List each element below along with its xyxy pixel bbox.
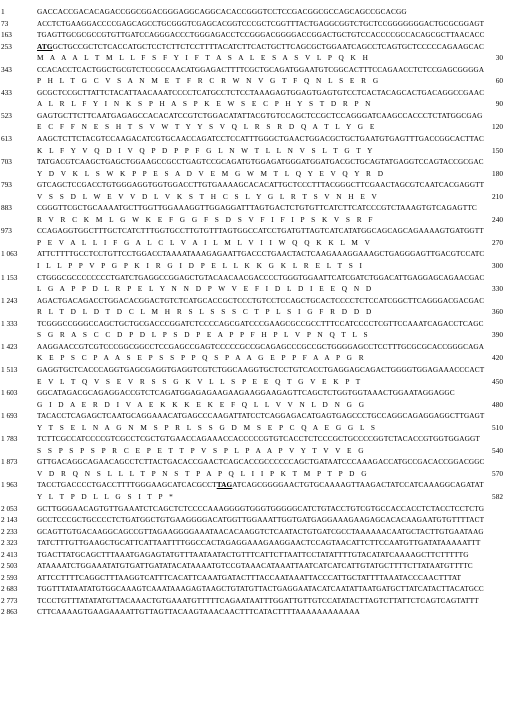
amino-acid-sequence — [37, 352, 365, 364]
sequence-text: L G A P P D L R P E L Y N N D P W V E F I D L D I E E Q N D — [37, 284, 373, 294]
amino-acid-sequence — [37, 52, 369, 64]
position-number: 2 683 — [1, 584, 18, 594]
position-number: 73 — [1, 18, 9, 28]
sequence-text: Y T S E L N A G N M S P R L S S G D M S E P C Q A E G G L S — [37, 422, 377, 432]
nucleotide-row — [0, 133, 506, 145]
position-number: 2 233 — [1, 526, 18, 536]
nucleotide-sequence — [37, 526, 484, 538]
nucleotide-sequence — [37, 295, 484, 307]
sequence-text: K L F Y V Q D I V Q P D P P F G L N W T L L N V S L T G T Y — [37, 145, 374, 155]
sequence-text: TACCTGACCCCTGACCTTTTGGGAAGCATCACGCCT — [37, 480, 217, 490]
amino-acid-row — [0, 214, 506, 226]
nucleotide-sequence — [37, 29, 484, 41]
nucleotide-row — [0, 272, 506, 284]
amino-acid-row — [0, 399, 506, 411]
nucleotide-sequence — [37, 595, 479, 607]
position-number: 1 513 — [1, 364, 18, 374]
amino-acid-sequence — [37, 306, 372, 318]
amino-acid-row — [0, 237, 506, 249]
position-number: 2 503 — [1, 561, 18, 571]
position-number: 1 423 — [1, 341, 18, 351]
sequence-text: GTCAGCTCCGACCTGTGGGAGGTGGTGGACCTTGTGAAAAGCACACATTGCTCCCTTTACGGGCTTCGAACTAGCGTCAATCACGAGGTT — [37, 180, 485, 190]
amino-acid-row — [0, 352, 506, 364]
nucleotide-sequence — [37, 6, 407, 18]
nucleotide-row — [0, 606, 506, 618]
amino-acid-sequence — [37, 283, 372, 295]
position-number: 2 863 — [1, 607, 18, 617]
sequence-text: TCTTCGCCATCCCCGTCGCCTCGCTGTGAACCAGAAACCACCCCCGTGTCACCTCTCCCGCTGCCCCGGTCTACACCGTGGTGGAGGT — [37, 434, 480, 444]
nucleotide-sequence — [37, 133, 484, 145]
nucleotide-sequence — [37, 549, 469, 561]
sequence-text: V D R Q N S L L L T P N S T P A P Q L I I P K T M P T P D G — [37, 468, 368, 478]
sequence-text: TACACCTCAGAGCTCAATGCAGGAAACATGAGCCCAAGATTATCCTCAGGAGACATGAGTGAGCCCTGCCAGGCAGAGGAGGCTTGAGT — [37, 411, 485, 421]
amino-acid-sequence — [37, 376, 361, 388]
nucleotide-row — [0, 202, 506, 214]
residue-count: 570 — [492, 468, 503, 478]
amino-acid-sequence — [37, 468, 368, 480]
nucleotide-row — [0, 6, 506, 18]
nucleotide-row — [0, 41, 506, 53]
position-number: 1 873 — [1, 457, 18, 467]
amino-acid-row — [0, 306, 506, 318]
sequence-text: GCGCTCCGCTTATTCTACATTAACAAATCCCCTCATGCCTCTCCTAAAGAGTGGAGTGAGTGTCCTCACTACAGCACTGACAGGCCGAAC — [37, 87, 485, 97]
nucleotide-row — [0, 526, 506, 538]
amino-acid-row — [0, 445, 506, 457]
sequence-text: GGCATAGACGCAGAGGACCGTCTCAGATGGAGAGAAGAAGAAGGAAGAGTTCAGCTCTGGTGGTAAACTGGAATAGGAGGC — [37, 388, 455, 398]
sequence-text: TGAGTTGCGCGCCGTGTTGATCCAGGGACCCTGGGAGACCTCCGGGACGGGGACCGGACTGCTGTCCACCCCGCCACAGCGCTTAACACC — [37, 30, 485, 40]
codon-highlight: TAG — [216, 480, 233, 490]
residue-count: 300 — [492, 261, 503, 271]
nucleotide-row — [0, 248, 506, 260]
sequence-text: TCCCTGTTTATATATGTTACAAACTGTGAAATGTTTTTCAGAATAATTTGGATTGTTGTCCATATACTTAGTCTTATTCTCAGTCAGTATTT — [37, 595, 479, 605]
amino-acid-row — [0, 168, 506, 180]
nucleotide-sequence — [37, 87, 484, 99]
amino-acid-sequence — [37, 260, 363, 272]
amino-acid-row — [0, 98, 506, 110]
nucleotide-row — [0, 341, 506, 353]
residue-count: 150 — [492, 145, 503, 155]
position-number: 1 243 — [1, 295, 18, 305]
position-number: 1 693 — [1, 411, 18, 421]
nucleotide-sequence — [37, 272, 484, 284]
amino-acid-row — [0, 422, 506, 434]
position-number: 523 — [1, 110, 12, 120]
amino-acid-row — [0, 376, 506, 388]
sequence-text: A L R L F Y I N K S P H A S P K E W S E C P H Y S T D R P N — [37, 99, 372, 109]
position-number: 253 — [1, 41, 12, 51]
sequence-text: E C F F N E S H T S V W T Y Y S V Q L R S R D Q A T L Y G E — [37, 122, 376, 132]
nucleotide-sequence — [37, 225, 484, 237]
amino-acid-sequence — [37, 98, 371, 110]
sequence-text: TATGACGTCAAGCTGAGCTGGAAGCCGCCTGAGTCCGCAGATGTGGAGATGGGATGGATGACGCTGCAGTATGAGGTCCAGTACCGCGAC — [37, 157, 484, 167]
amino-acid-row — [0, 260, 506, 272]
nucleotide-row — [0, 537, 506, 549]
amino-acid-row — [0, 121, 506, 133]
residue-count: 30 — [495, 53, 503, 63]
nucleotide-row — [0, 479, 506, 491]
amino-acid-row — [0, 145, 506, 157]
nucleotide-sequence — [37, 479, 484, 491]
amino-acid-row — [0, 75, 506, 87]
nucleotide-sequence — [37, 514, 484, 526]
position-number: 433 — [1, 87, 12, 97]
position-number: 2 323 — [1, 538, 18, 548]
nucleotide-row — [0, 295, 506, 307]
position-number: 1 153 — [1, 272, 18, 282]
nucleotide-row — [0, 110, 506, 122]
position-number: 1 063 — [1, 249, 18, 259]
position-number: 163 — [1, 30, 12, 40]
sequence-text: ACCTCTGAAGGACCCCGAGCAGCCTGCGGGTCGAGCACGGTCCCGCTCGGTTTACTGAGGCGGTCTGCTCCGGGGGGGACTGCGCGGAGT — [37, 18, 485, 28]
sequence-text: TGACTTATGCAGCTTTAAATGAGAGTATGTTTAATAATACTGTTTCATTCTTAATTCCTATATTTTGTACATATCAAAAGCTTCTTTTTG — [37, 549, 469, 559]
amino-acid-sequence — [37, 168, 384, 180]
amino-acid-row — [0, 52, 506, 64]
amino-acid-sequence — [37, 445, 365, 457]
amino-acid-sequence — [37, 214, 374, 226]
sequence-text: K E P S C P A A S E P S S P P Q S P A A G E P P F A A P G R — [37, 353, 365, 363]
nucleotide-row — [0, 179, 506, 191]
sequence-text: AAGCTCTTCTACGTCCAAGACATCGTGCAACCAGATCCTCCATTTGGGCTGAACTGGACGCTGCTGAATGTGAGTTTGACCGGCACTTAC — [37, 134, 484, 144]
amino-acid-sequence — [37, 422, 376, 434]
sequence-text: TGGTTTATAATATGTGGCAAAGTCAAATAAAGAGTAAGCTGTATGTTACTGAGGAATACATCAATATTAATGATGCTTATCATACTTACATGCC — [37, 584, 484, 594]
nucleotide-sequence — [37, 64, 484, 76]
amino-acid-row — [0, 191, 506, 203]
nucleotide-row — [0, 410, 506, 422]
sequence-text: I L L P P V P G P K I R G I D P E L L K K G K L R E L T S I — [37, 261, 364, 271]
position-number: 793 — [1, 180, 12, 190]
sequence-text: M A A A L T M L L F S F Y I F T A S A L E S A S V L P Q K H — [37, 53, 369, 63]
position-number: 1 783 — [1, 434, 18, 444]
nucleotide-row — [0, 156, 506, 168]
amino-acid-sequence — [37, 191, 378, 203]
position-number: 2 593 — [1, 572, 18, 582]
residue-count: 60 — [495, 76, 503, 86]
sequence-text: ATTCCTTTTCAGGCTTTAAGGTCATTTCACATTCAAATGATACTTTACCAATAAATTACCCATTGCTATTTTAAATACCCAACTTTAT — [37, 572, 462, 582]
nucleotide-row — [0, 225, 506, 237]
residue-count: 330 — [492, 284, 503, 294]
position-number: 2 413 — [1, 549, 18, 559]
sequence-text: AAGGAACCGTCGTCCCGGCGGCCTCCGAGCCGAGTCCCCCGCCGCAGAGCCCGCCGCTGGGGAGCCTCCTTTGCGCGCACCGGGCAGA — [37, 341, 485, 351]
nucleotide-sequence — [37, 110, 483, 122]
sequence-text: S S P S P S P R C E P E T T P V S P L P A A P V Y T V V E G — [37, 445, 365, 455]
position-number: 883 — [1, 203, 12, 213]
sequence-text: AGACTGACAGACCTGGACACGGACTGTCTCATGCACCGCTCCCTGTCCTCCAGCTGCACTCCCCTCTCCATCGGCTTCAGGGACGACGAC — [37, 295, 485, 305]
amino-acid-sequence — [37, 75, 379, 87]
residue-count: 270 — [492, 237, 503, 247]
position-number: 2 143 — [1, 515, 18, 525]
position-number: 1 333 — [1, 318, 18, 328]
residue-count: 480 — [492, 399, 503, 409]
sequence-text: GAGTGCTTCTTCAATGAGAGCCACACATCCGTCTGGACATATTACGTGTCCAGCTCCGCTCCAGGGATCAAGCCACCCTCTATGGCGAG — [37, 110, 483, 120]
sequence-text: P H L T G C V S A N M E T F R C R W N V G T F Q N L S E R G — [37, 76, 380, 86]
nucleotide-sequence — [37, 456, 484, 468]
nucleotide-row — [0, 387, 506, 399]
residue-count: 390 — [492, 330, 503, 340]
amino-acid-sequence — [37, 491, 174, 503]
amino-acid-sequence — [37, 329, 369, 341]
sequence-text: R L T D L D T D C L M H R S L S S S C T P L S I G F R D D D — [37, 307, 373, 317]
nucleotide-row — [0, 572, 506, 584]
sequence-text: Y L T P D L L G S I T P * — [37, 491, 174, 501]
nucleotide-sequence — [37, 318, 484, 330]
sequence-text-after-codon: ATCAGCGGGGAACTGTGCAAAAGTTAAGACTATCCATCAAAGGCAGATAT — [232, 480, 484, 490]
amino-acid-row — [0, 329, 506, 341]
nucleotide-sequence — [37, 433, 480, 445]
nucleotide-sequence — [37, 248, 484, 260]
sequence-text: Y D V K L S W K P P E S A D V E M G W M T L Q Y E V Q Y R D — [37, 168, 385, 178]
residue-count: 582 — [492, 491, 503, 501]
sequence-text: R V R C K M L G W K E F G G F S D S V F I F I P S K V S R F — [37, 214, 374, 224]
sequence-text: ATTCTTTTGCCTCCTGTTCCTGGACCTAAAATAAAGAGAATTGACCCTGAACTACTCAAGAAAGGAAAGCTGAGGGAGTTGACGTCCATC — [37, 249, 485, 259]
position-number: 703 — [1, 157, 12, 167]
sequence-text: TCGGGCCGGGCCAGCTGCTGCGACCCGGATCTCCCCAGCGATCCCGAAGCGCCGCCTTTCCATCCCCTCGTTCCAAATCAGACCTCAGC — [37, 318, 484, 328]
sequence-text: GTTGACAGGCAGAACAGCCTCTTACTGACACCGAACTCAGCACCGCCCCCCAGCTGATAATCCCAAAGACCATGCCGACACCGGACGGC — [37, 457, 485, 467]
nucleotide-row — [0, 503, 506, 515]
nucleotide-row — [0, 318, 506, 330]
sequence-text: GAGGTGCTCACCCAGGTGAGCGAGGTGAGGTCGTCTGGCAAGGTGCTCCTGTCACCTGAGGAGCAGACTGGGGTGGAGAAACCCACT — [37, 364, 485, 374]
sequence-text: GCCTCCCGCTGCCCCTCTGATGGCTGTGAAGGGGACATGGTTGGAAATTGGTGATGAGGAAAGAAGAGCACACAAGAATGTGTTTTACT — [37, 515, 485, 525]
nucleotide-row — [0, 514, 506, 526]
nucleotide-sequence — [37, 560, 473, 572]
codon-highlight: ATG — [37, 41, 53, 51]
residue-count: 540 — [492, 445, 503, 455]
nucleotide-sequence — [37, 387, 455, 399]
position-number: 973 — [1, 226, 12, 236]
sequence-text: GCAGTTGTGACAAGGCAGCCGTTAGAAGGGGAAATAACACAAGGTCTCAATACTGTGATCGCCTAAAAAACAATGCTACTTGTGAATAAG — [37, 526, 484, 536]
position-number: 1 603 — [1, 388, 18, 398]
sequence-text: CCAGAGGTGGCTTTGCTCATCTTTGGTGCCTTGTGTTTAGTGGCCATCCTGATGTTAGTCATCATATGGCAGCAGCAGAAAAGTGATGGTT — [37, 226, 484, 236]
sequence-text: CTGGGCGCCCCCCCCTGATCTGAGGCCGGAGCTGTACAACAACGACCCCTGGGTGGAATTCATCGATCTGGACATTGAGGAGCAGAACGAC — [37, 272, 485, 282]
residue-count: 120 — [492, 122, 503, 132]
sequence-text: E V L T Q V S E V R S S G K V L L S P E E Q T G V E K P T — [37, 376, 362, 386]
sequence-text-after-codon: GCTGCCGCTCTCACCATGCTCCTCTTCTCCTTTTACATCTTCACTGCTTCAGCGCTGGAATCAGCCTCAGTGCTCCCCCAGAAGCAC — [52, 41, 484, 51]
position-number: 343 — [1, 64, 12, 74]
sequence-text: G I D A E R D I V A E K K K E K E F Q L L V V N L D N G G — [37, 399, 366, 409]
sequence-text: S G R A S C C D P D L P S D P E A P P F H P L V P N Q T L S — [37, 330, 369, 340]
amino-acid-sequence — [37, 121, 375, 133]
nucleotide-row — [0, 87, 506, 99]
nucleotide-row — [0, 595, 506, 607]
sequence-text: CCACACCTCACTGGCTGCGTCTCCGCCAACATGGAGACTTTTCGCTGCAGATGGAATGTCGGCACTTTCCAGAACCTCTCCGAGCGGGGA — [37, 64, 485, 74]
nucleotide-sequence — [37, 537, 480, 549]
nucleotide-sequence — [37, 572, 461, 584]
nucleotide-row — [0, 456, 506, 468]
nucleotide-sequence — [37, 410, 484, 422]
nucleotide-row — [0, 29, 506, 41]
amino-acid-row — [0, 491, 506, 503]
nucleotide-row — [0, 583, 506, 595]
residue-count: 180 — [492, 168, 503, 178]
amino-acid-sequence — [37, 237, 371, 249]
residue-count: 450 — [492, 376, 503, 386]
sequence-text: V S S D L W E V V D L V K S T H C S L Y G L R T S V N H E V — [37, 191, 378, 201]
sequence-text: P E V A L L I F G A L C L V A I L M L V I I W Q Q K K L M V — [37, 237, 371, 247]
position-number: 1 963 — [1, 480, 18, 490]
position-number: 2 053 — [1, 503, 18, 513]
nucleotide-sequence — [37, 18, 484, 30]
amino-acid-row — [0, 283, 506, 295]
sequence-text: ATAAAATCTGGAAATATGTGATTGATATACATAAAATGTCCGTAAACATAAATTAATCATCATCATTGTATGCTTTTCTTATAATGTTTTC — [37, 561, 473, 571]
nucleotide-row — [0, 433, 506, 445]
position-number: 613 — [1, 134, 12, 144]
amino-acid-row — [0, 468, 506, 480]
amino-acid-sequence — [37, 145, 373, 157]
amino-acid-sequence — [37, 399, 365, 411]
nucleotide-sequence — [37, 156, 484, 168]
nucleotide-sequence — [37, 202, 477, 214]
nucleotide-sequence — [37, 583, 484, 595]
residue-count: 360 — [492, 307, 503, 317]
nucleotide-row — [0, 18, 506, 30]
nucleotide-row — [0, 64, 506, 76]
nucleotide-sequence — [37, 503, 484, 515]
residue-count: 240 — [492, 214, 503, 224]
nucleotide-sequence — [37, 341, 484, 353]
sequence-text: GACCACCGACACAGACCGGCGGACGGGAGGCAGGCACACCGGGTCCTCCGACGGCGCCAGCAGCCGCACGG — [37, 7, 407, 16]
residue-count: 420 — [492, 353, 503, 363]
sequence-text: CGGGTTCGCTGCAAAATGCTTGGTTGGAAAGGTTGGAGGATTTAGTGACTCTGTGTTCATCTTCATCCCGTCTAAAGTGTCAGAGTTC — [37, 203, 477, 213]
sequence-text: CTTCAAAAGTGAAGAAAATTGTTAGTTACAAGTAAACAACTTTCATACTTTTAAAAAAAAAAAA — [37, 607, 360, 617]
nucleotide-row — [0, 549, 506, 561]
nucleotide-row — [0, 364, 506, 376]
residue-count: 90 — [495, 99, 503, 109]
sequence-text: TATCTTTGTTGAAGCTGCATTCATTAATTTTGGCCACTAGAGGAAAGAAGGAACTCCAGTAACATTCTTCCAATGTTGATATAAAAATTT — [37, 538, 481, 548]
nucleotide-row — [0, 560, 506, 572]
nucleotide-sequence — [37, 179, 484, 191]
residue-count: 210 — [492, 191, 503, 201]
position-number: 2 773 — [1, 595, 18, 605]
nucleotide-sequence — [37, 364, 484, 376]
nucleotide-sequence — [37, 41, 484, 53]
sequence-text: GCTTGGGAACAGTGTTGAAATCTCAGCTCTCCCCAAAGGGGTGGGTGGGGGCATCTGTACCTGTCGTGCCACCACCTCTACCTCCTCTG — [37, 503, 485, 513]
nucleotide-sequence — [37, 606, 360, 618]
residue-count: 510 — [492, 422, 503, 432]
position-number: 1 — [1, 7, 5, 16]
